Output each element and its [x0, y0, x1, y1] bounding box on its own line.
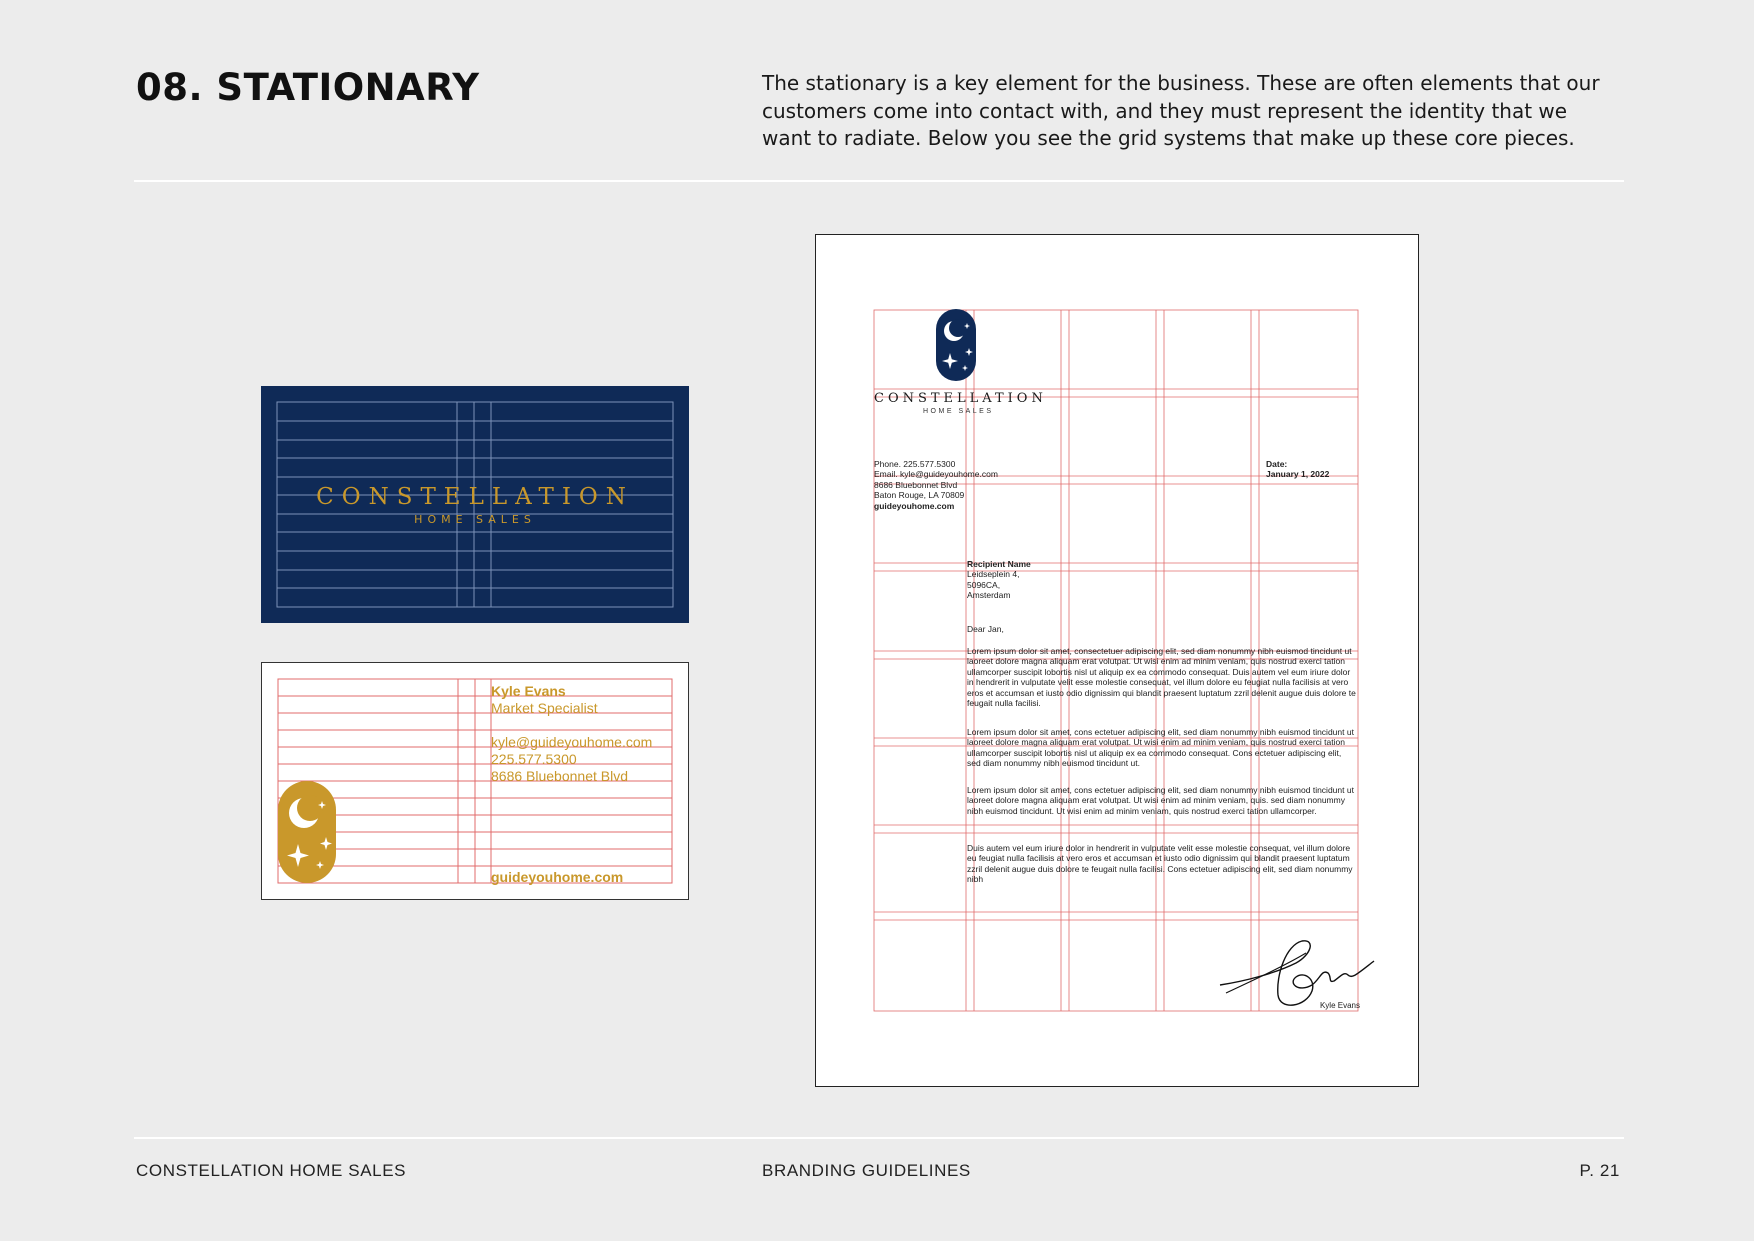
letterhead-subbrand: HOME SALES [923, 408, 994, 415]
date-value: January 1, 2022 [1266, 469, 1330, 480]
sender-street: 8686 Bluebonnet Blvd [874, 479, 958, 490]
card-front-brand: CONSTELLATION [316, 484, 634, 510]
page-title: 08. STATIONARY [136, 66, 480, 109]
intro-text: The stationary is a key element for the business. These are often elements that our customers come into contact with, and they must represent the identity that we want to radiate. Below you see the grid systems that make up these core pieces. [762, 71, 1600, 150]
card-email: kyle@guideyouhome.com [491, 734, 653, 750]
sender-phone: Phone. 225.577.5300 [874, 459, 956, 469]
business-card-front [261, 386, 689, 623]
moon-stars-icon [278, 781, 336, 883]
card-website: guideyouhome.com [491, 869, 624, 885]
business-card-back [261, 662, 689, 900]
recipient-name: Recipient Name [967, 559, 1031, 569]
card-phone: 225.577.5300 [491, 751, 577, 767]
sender-city: Baton Rouge, LA 70809 [874, 490, 965, 501]
date-label: Date: [1266, 459, 1288, 469]
card-name: Kyle Evans [491, 683, 566, 699]
letterhead-brand: CONSTELLATION [874, 391, 1047, 406]
footer-brand: CONSTELLATION HOME SALES [136, 1161, 407, 1180]
card-front-subbrand: HOME SALES [414, 513, 536, 526]
sender-email: Email. kyle@guideyouhome.com [874, 469, 998, 480]
sender-website: guideyouhome.com [874, 500, 955, 511]
recipient-line2: 5096CA, [967, 579, 1001, 590]
letterhead [815, 234, 1419, 1087]
greeting: Dear Jan, [967, 624, 1004, 634]
body-paragraph: Lorem ipsum dolor sit amet, cons ectetuer adipiscing elit, sed diam nonummy nibh euismod tincidunt ut laoreet dolore magna aliquam erat volutpat. Ut wisi enim ad minim veniam, quis nostrud exerci tation ullamcorper suscipit lobortis nisl ut aliquip ex ea commodo consequat. Cons ectetuer adipiscing elit, sed diam nonummy nibh euismod tincidunt ut. [967, 727, 1354, 769]
top-divider [134, 180, 1624, 182]
card-role: Market Specialist [491, 700, 598, 716]
page-number: P. 21 [1579, 1161, 1620, 1180]
recipient-line1: Leidseplein 4, [967, 569, 1020, 580]
body-paragraph: Lorem ipsum dolor sit amet, consectetuer adipiscing elit, sed diam nonummy nibh euismod tincidunt ut laoreet dolore magna aliquam erat volutpat. Ut wisi enim ad minim veniam, quis nostrud exerci tation ullamcorper suscipit lobortis nisl ut aliquip ex ea commodo consequat. Duis autem vel eum iriure dolor in hendrerit in vulputate velit esse molestie consequat, vel illum dolore eu feugiat nulla facilisis at vero eros et accumsan et iusto odio dignissim qui blandit praesent luptatum zzril delenit augue duis dolore te feugait nulla facilisi. [967, 646, 1356, 709]
card-address: 8686 Bluebonnet Blvd [491, 768, 628, 784]
body-paragraph: Lorem ipsum dolor sit amet, cons ectetuer adipiscing elit, sed diam nonummy nibh euismod tincidunt ut laoreet dolore magna aliquam erat volutpat. Ut wisi enim ad minim veniam, quis. sed diam nonummy nibh euismod tincidunt. Ut wisi enim ad minim veniam, quis nostrud exerci tation ullamcorper. [967, 785, 1354, 816]
moon-stars-icon [936, 309, 976, 381]
bottom-divider [134, 1137, 1624, 1139]
sender-block [874, 459, 998, 511]
recipient-line3: Amsterdam [967, 590, 1011, 601]
signature-name: Kyle Evans [1319, 1001, 1360, 1010]
footer-section: BRANDING GUIDELINES [762, 1161, 971, 1180]
recipient-block [967, 559, 1031, 601]
date-block [1266, 459, 1329, 480]
body-paragraph: Duis autem vel eum iriure dolor in hendrerit in vulputate velit esse molestie consequat, vel illum dolore eu feugiat nulla facilisis at vero eros et accumsan et iusto odio dignissim qui blandit praesent luptatum zzril delenit augue duis dolore te feugait nulla facilisi. Cons ectetuer adipiscing elit, sed diam nonummy nibh [967, 843, 1353, 885]
